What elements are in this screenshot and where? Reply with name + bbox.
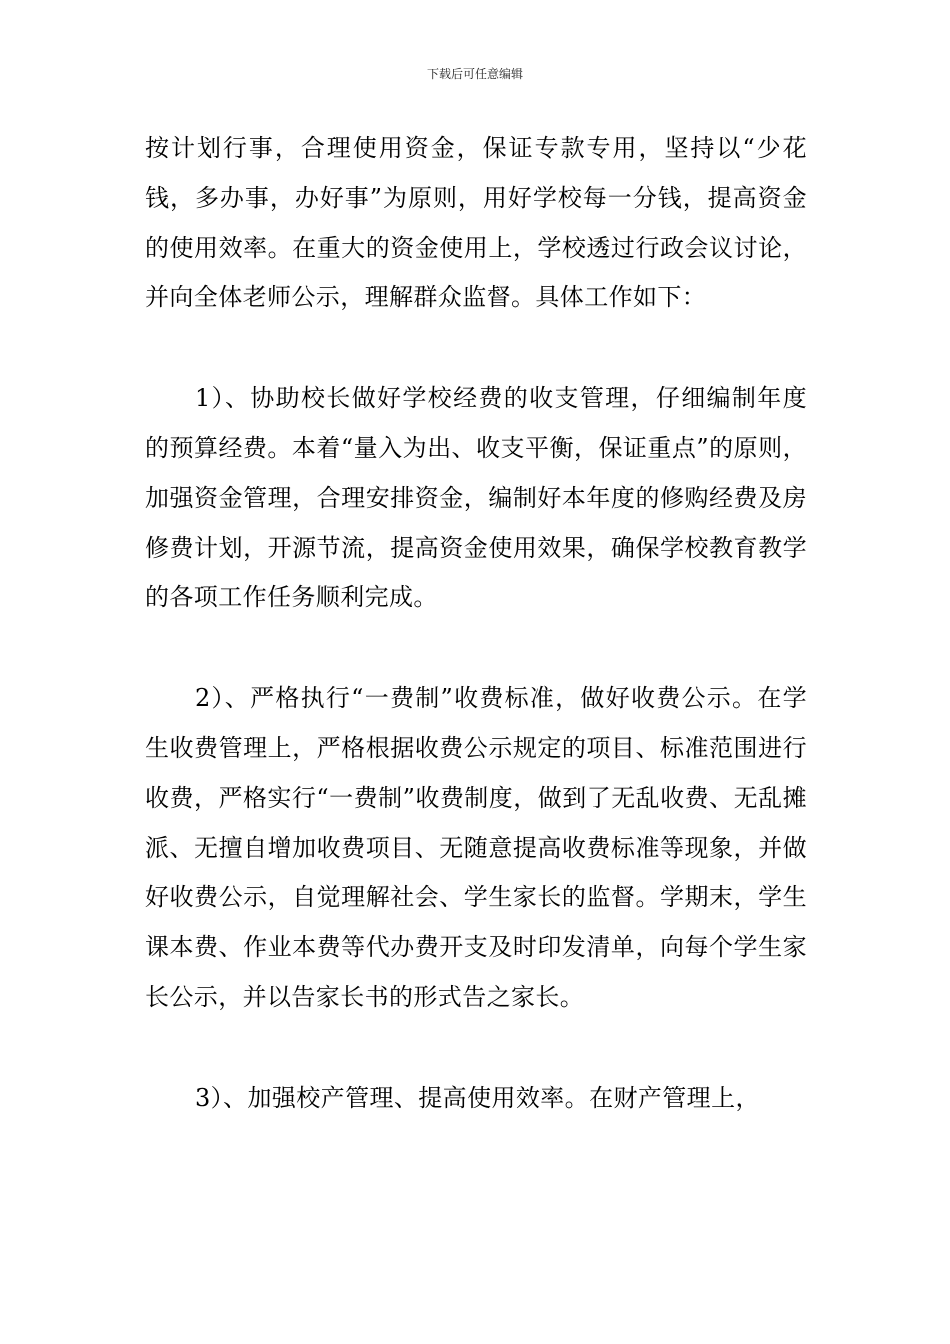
paragraph-item-1: 1）、协助校长做好学校经费的收支管理，仔细编制年度的预算经费。本着“量入为出、收支平衡，保证重点”的原则，加强资金管理，合理安排资金，编制好本年度的修购经费及房修费计划，开源节流，提高资金使用效果，确保学校教育教学的各项工作任务顺利完成。 (145, 384, 807, 612)
page-header: 下载后可任意编辑 (426, 67, 523, 81)
paragraph-item-2: 2）、严格执行“一费制”收费标准，做好收费公示。在学生收费管理上，严格根据收费公示规定的项目、标准范围进行收费，严格实行“一费制”收费制度，做到了无乱收费、无乱摊派、无擅自增加收费项目、无随意提高收费标准等现象，并做好收费公示，自觉理解社会、学生家长的监督。学期末，学生课本费、作业本费等代办费开支及时印发清单，向每个学生家长公示，并以告家长书的形式告之家长。 (145, 684, 807, 1011)
paragraph-intro: 按计划行事，合理使用资金，保证专款专用，坚持以“少花钱，多办事，办好事”为原则，用好学校每一分钱，提高资金的使用效率。在重大的资金使用上，学校透过行政会议讨论，并向全体老师公示，理解群众监督。具体工作如下： (145, 134, 807, 312)
document-body (145, 124, 807, 1124)
paragraph-item-3: 3）、加强校产管理、提高使用效率。在财产管理上， (195, 1083, 760, 1112)
